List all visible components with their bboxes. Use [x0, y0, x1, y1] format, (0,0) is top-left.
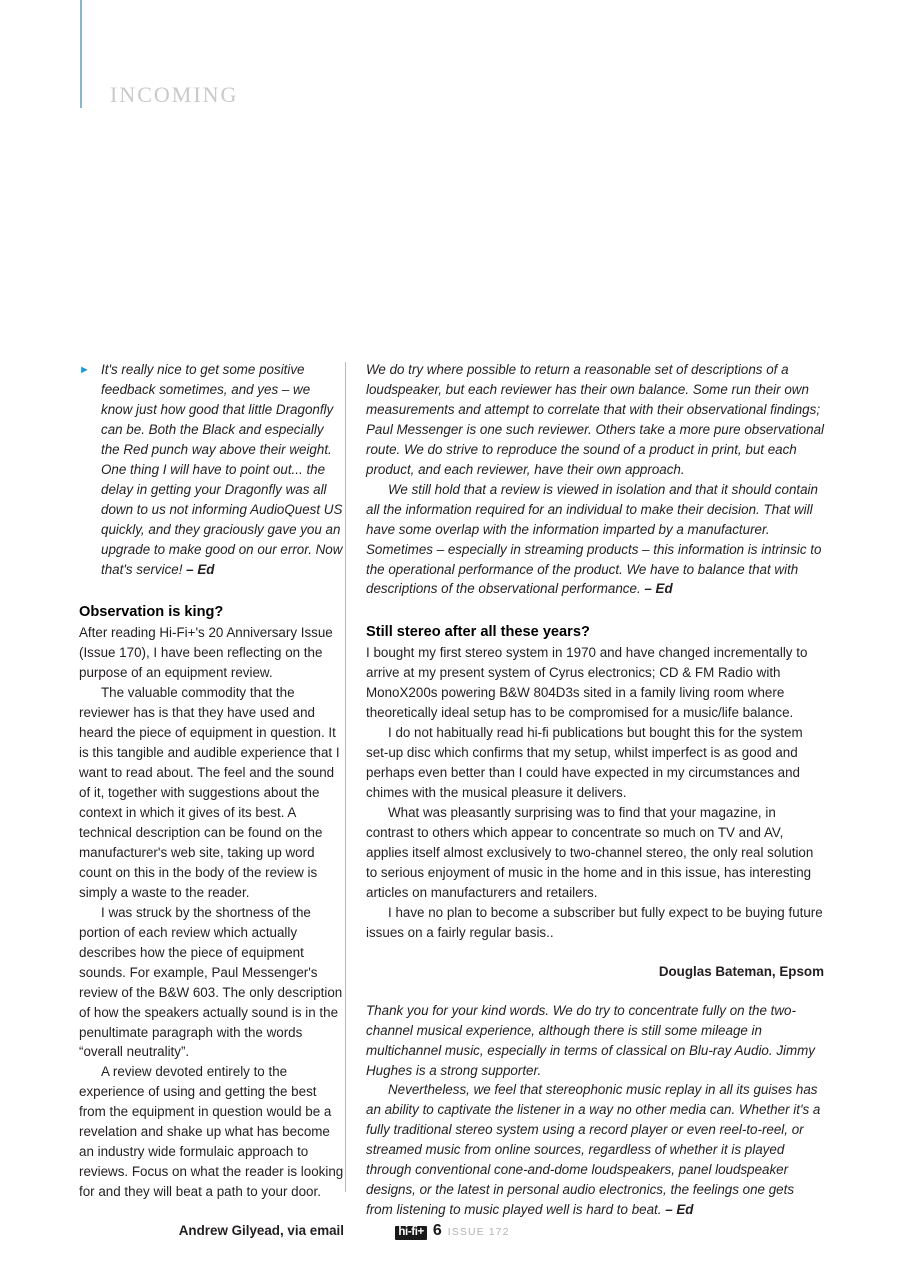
editor-reply-3-paragraph-2 [366, 1080, 824, 1220]
letter-1-paragraph-3: I was struck by the shortness of the portion of each review which actually describes how the piece of equipment sounds. For example, Paul Messenger's review of the B&W 603. The only description of how the speakers actually sound is in the penultimate paragraph with the words “overall neutrality”. [79, 904, 343, 1060]
letter-2-signature: Douglas Bateman, Epsom [658, 963, 824, 979]
letter-2-paragraph-1: I bought my first stereo system in 1970 and have changed incrementally to arrive at my present system of Cyrus electronics; CD & FM Radio with MonoX200s powering B&W 804D3s sited in a family living room where theoretically ideal setup has to be compromised for a music/life balance. [366, 645, 808, 721]
column-divider [345, 362, 346, 1192]
editor-reply-block-1 [79, 360, 344, 579]
triangle-right-icon: ► [79, 364, 90, 376]
letter-1-paragraph-4: A review devoted entirely to the experience of using and getting the best from the equipment in question would be a revelation and shake up what has become an industry wide formulaic approach to reviews. Focus on what the reader is looking for and they will beat a path to your door. [79, 1064, 344, 1200]
page-number: 6 [432, 1222, 442, 1239]
editor-reply-3-body: Nevertheless, we feel that stereophonic music replay in all its guises has an ability to captivate the listener in a way no other media can. Whether it's a fully traditional stereo system using a record player or even reel-to-reel, or streamed music from online sources, regardless of whether it is played through conventional cone-and-dome loudspeakers, panel loudspeaker designs, or the latest in personal audio electronics, the feelings one gets from listening to music played well is hard to beat. [366, 1082, 821, 1218]
editor-reply-2-paragraph-2 [366, 480, 824, 600]
letter-2-paragraph-3: What was pleasantly surprising was to find that your magazine, in contrast to others which appear to concentrate so much on TV and AV, applies itself almost exclusively to two-channel stereo, the only real solution to serious enjoyment of music in the home and in this issue, has interesting articles on manufacturers and retailers. [366, 805, 814, 900]
letter-heading-observation: Observation is king? [79, 604, 224, 621]
editor-reply-2-paragraph-1: We do try where possible to return a reasonable set of descriptions of a loudspeaker, but each reviewer has their own balance. Some run their own measurements and attempt to correlate that with their observational findings; Paul Messenger is one such reviewer. Others take a more pure observational route. We do strive to reproduce the sound of a product in print, but each product, and each reviewer, have their own approach. [366, 362, 824, 477]
hifiplus-logo: hi-fi+ [395, 1226, 426, 1240]
page-footer [0, 1222, 905, 1240]
page-title: INCOMING [110, 82, 239, 107]
right-column [366, 360, 824, 1220]
editor-reply-3-paragraph-1: Thank you for your kind words. We do try to concentrate fully on the two-channel musical experience, although there is still some mileage in multichannel music, especially in terms of classical on Blu-ray Audio. Jimmy Hughes is a strong supporter. [366, 1002, 815, 1078]
letter-2-paragraph-2: I do not habitually read hi-fi publications but bought this for the system set-up disc which confirms that my setup, whilst imperfect is as good and perhaps even better than I could have expected in my circumstances and chimes with the musical pleasure it delivers. [366, 725, 803, 801]
letter-1-paragraph-2: The valuable commodity that the reviewer has is that they have used and heard the piece of equipment in question. It is this tangible and audible experience that I want to read about. The feel and the sound of it, together with suggestions about the context in which it gives of its best. A technical description can be found on the manufacturer's web site, taking up word count on this in the body of the review is simply a waste to the reader. [79, 685, 340, 900]
header-accent-rule [80, 0, 82, 108]
editor-reply-1-body: It's really nice to get some positive feedback sometimes, and yes – we know just how good that little Dragonfly can be. Both the Black and especially the Red punch way above their weight. One thing I will have to point out... the delay in getting your Dragonfly was all down to us not informing AudioQuest US quickly, and they graciously gave you an upgrade to make good on our error. Now that's service! [101, 362, 343, 577]
issue-label: ISSUE 172 [447, 1226, 510, 1238]
spacer [366, 599, 824, 623]
left-column [79, 360, 344, 1241]
editor-reply-1-text [101, 360, 344, 579]
editor-reply-1-signoff: – Ed [186, 561, 215, 577]
editor-reply-2-body: We still hold that a review is viewed in isolation and that it should contain all the information required for an individual to make their decision. That will have some overlap with the information imparted by a manufacturer. Sometimes – especially in streaming products – this information is intrinsic to the operational performance of the product. We have to balance that with descriptions of the observational performance. [366, 481, 822, 597]
spacer [366, 982, 824, 1001]
letter-1-signature: Andrew Gilyead, via email [178, 1223, 344, 1239]
editor-reply-2-signoff: – Ed [644, 581, 673, 597]
page-header [0, 0, 905, 340]
letter-1-paragraph-1: After reading Hi-Fi+'s 20 Anniversary Issue (Issue 170), I have been reflecting on the purpose of an equipment review. [79, 625, 333, 681]
editor-reply-3-signoff: – Ed [665, 1202, 694, 1218]
letter-2-paragraph-4: I have no plan to become a subscriber but fully expect to be buying future issues on a fairly regular basis.. [366, 904, 823, 940]
spacer [79, 579, 344, 603]
letter-heading-still-stereo: Still stereo after all these years? [366, 624, 590, 641]
